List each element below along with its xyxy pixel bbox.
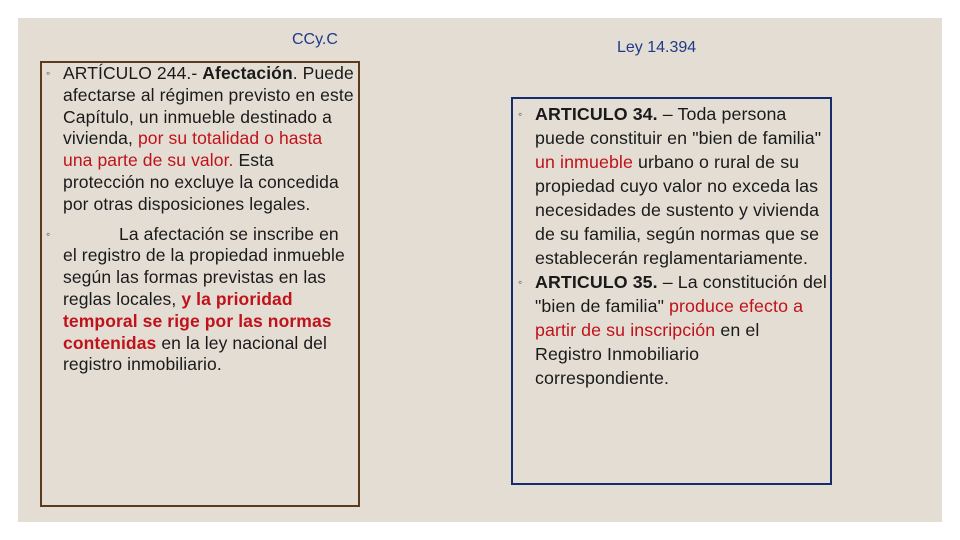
article-34-title: ARTICULO 34. [535, 104, 658, 124]
article-244-prefix: ARTÍCULO 244.- [63, 63, 203, 83]
article-34-text-1: – Toda persona puede constituir en "bien de familia" [535, 104, 822, 148]
left-text-box [40, 61, 360, 507]
inscripcion-highlight: y la prioridad temporal se rige por las normas contenidas [63, 288, 332, 353]
inscripcion-text-2: en la ley nacional del registro inmobiliario. [63, 332, 327, 375]
bullet-icon: ◦ [46, 226, 51, 241]
left-heading: CCy.C [292, 31, 338, 48]
article-34-text-2: urbano o rural de su propiedad cuyo valor no exceda las necesidades de sustento y vivienda de su familia, según normas que se establecerán reglamentariamente. [535, 152, 820, 268]
right-heading: Ley 14.394 [617, 39, 697, 56]
article-35-highlight: produce efecto a partir de su inscripción [535, 296, 804, 340]
article-35-title: ARTICULO 35. [535, 272, 658, 292]
bullet-icon: ◦ [518, 107, 523, 121]
afectacion-inscripcion-item [48, 224, 354, 377]
article-244-text-2: Esta protección no excluye la concedida por otras disposiciones legales. [63, 150, 339, 214]
article-34-highlight: un inmueble [535, 152, 633, 172]
article-34-item [520, 102, 828, 270]
article-35-text-2: en el Registro Inmobiliario correspondiente. [535, 320, 760, 388]
article-244-item [48, 63, 354, 216]
article-244-text-1: . Puede afectarse al régimen previsto en este Capítulo, un inmueble destinado a vivienda, [63, 63, 354, 149]
article-244-title: Afectación [202, 63, 293, 83]
bullet-icon: ◦ [518, 275, 523, 289]
article-35-item [520, 270, 828, 390]
inscripcion-text-1: La afectación se inscribe en el registro de la propiedad inmueble según las formas previstas en las reglas locales, [63, 223, 345, 309]
bullet-icon: ◦ [46, 66, 51, 80]
right-bullet-list [520, 102, 828, 390]
right-text-box [511, 97, 832, 485]
left-bullet-list [48, 63, 354, 376]
article-35-text-1: – La constitución del "bien de familia" [535, 272, 827, 316]
article-244-highlight: por su totalidad o hasta una parte de su valor. [63, 128, 323, 171]
